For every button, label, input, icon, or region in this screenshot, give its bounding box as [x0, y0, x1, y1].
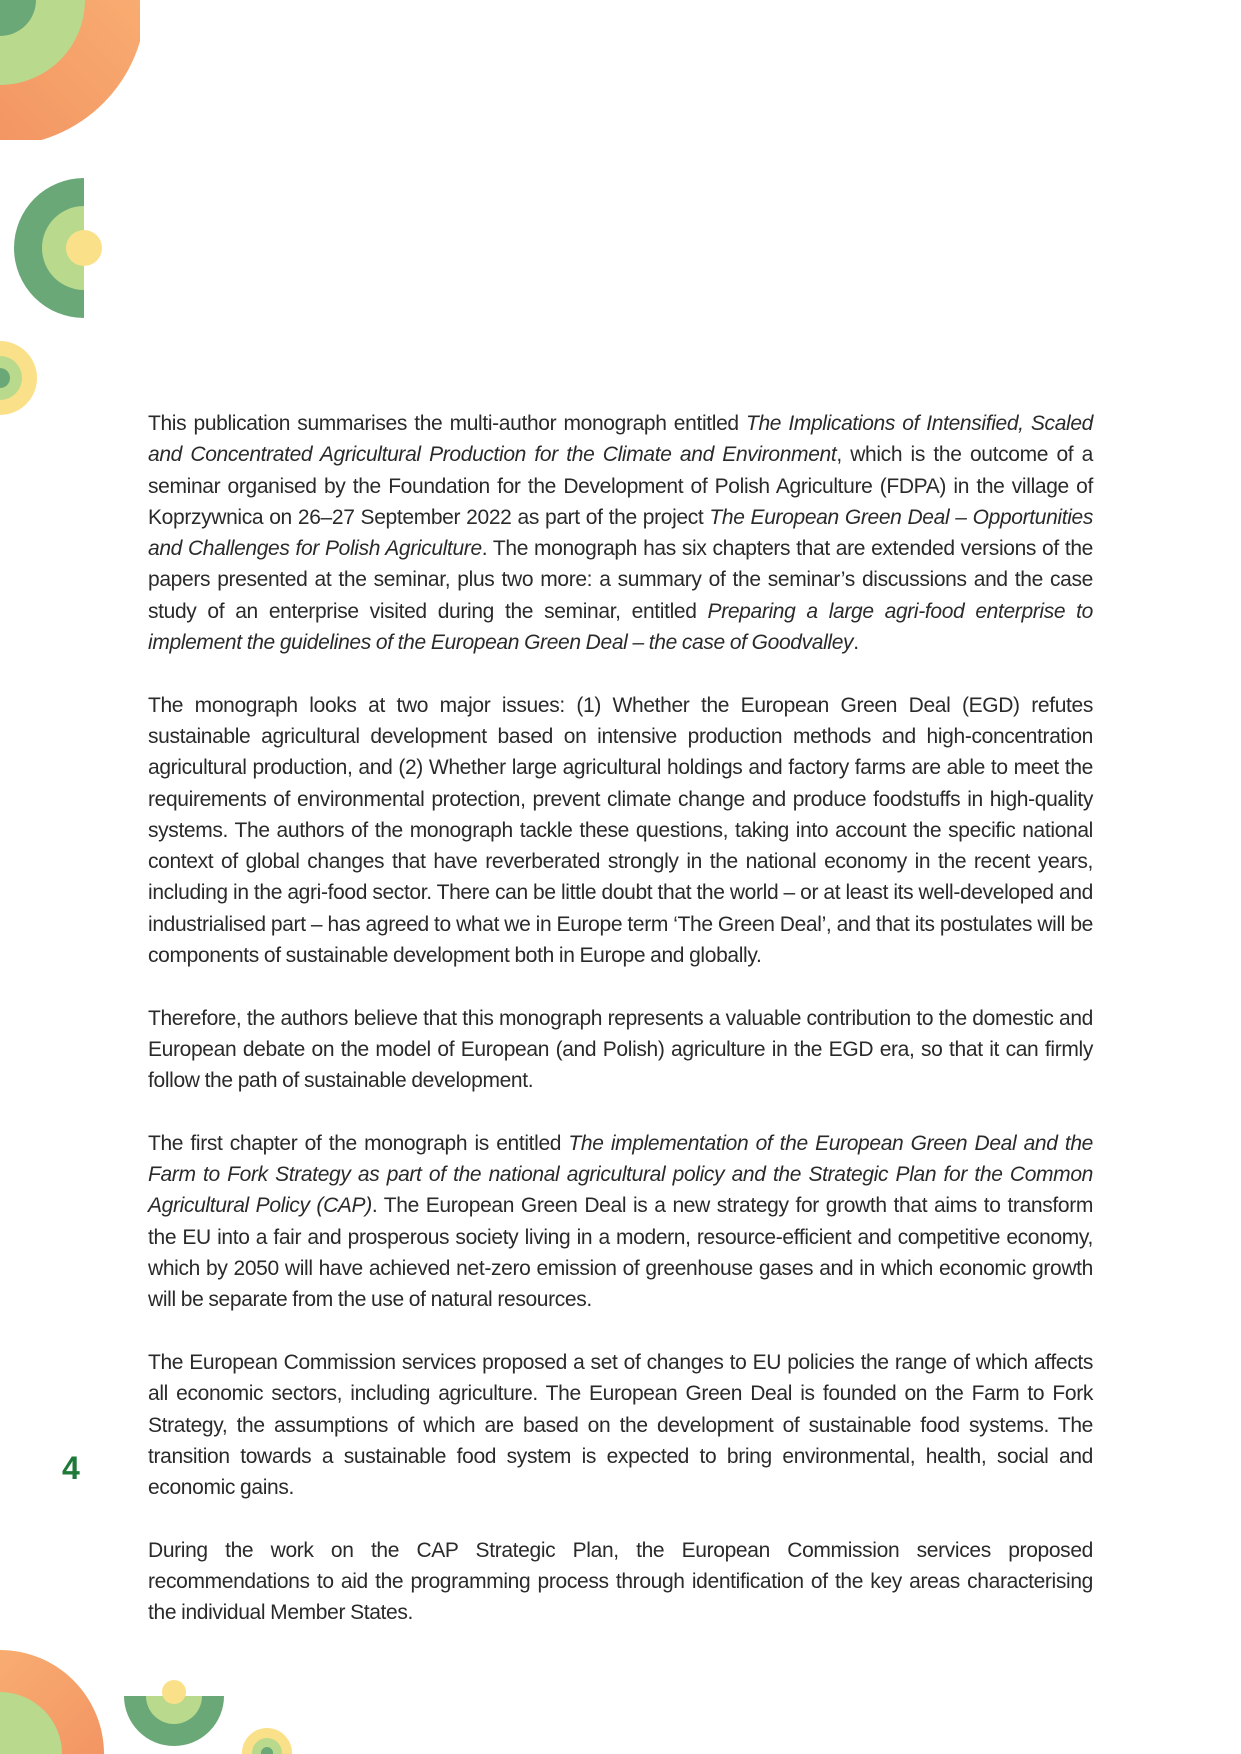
decorative-small-circle-left: [0, 340, 40, 420]
text-run: . The monograph has six chapters that are extended versions of the papers presented at the seminar, plus two more: a summary of the seminar’s discussions and the case study of an enterprise visited during the seminar, entitled: [148, 537, 1093, 623]
text-run: During the work on the CAP Strategic Plan, the European Commission services proposed recommendations to aid the programming process through identification of the key areas characterising the individual Member States.: [148, 1538, 1093, 1625]
italic-title-text: The Implications of Intensified, Scaled and Concentrated Agricultural Production for the Climate and Environment: [148, 412, 1093, 467]
italic-title-text: The European Green Deal – Opportunities and Challenges for Polish Agriculture: [148, 505, 1094, 561]
text-run: , which is the outcome of a seminar organised by the Foundation for the Development of Polish Agriculture (FDPA) in the village of Koprzywnica on 26–27 September 2022 as part of the project: [148, 443, 1093, 529]
text-run: The first chapter of the monograph is entitled: [148, 1131, 569, 1155]
text-run: The European Commission services proposed a set of changes to EU policies the range of which affects all economic sectors, including agriculture. The European Green Deal is founded on the Farm to Fork Strategy, the assumptions of which are based on the development of sustainable food systems. The transition towards a sustainable food system is expected to bring environmental, health, social and economic gains.: [148, 1350, 1093, 1500]
text-run: .: [853, 631, 859, 655]
decorative-half-circle-left: [14, 178, 104, 318]
page-number: 4: [62, 1450, 80, 1486]
paragraph: [148, 408, 1093, 658]
paragraph: [148, 690, 1093, 972]
decorative-circles-bottom-left: [0, 1650, 110, 1754]
paragraph: [148, 1128, 1093, 1316]
body-text: [148, 408, 1093, 1629]
text-run: . The European Green Deal is a new strategy for growth that aims to transform the EU into a fair and prosperous society living in a modern, resource-efficient and competitive economy, which by 2050 will have achieved net-zero emission of greenhouse gases and in which economic growth will be separate from the use of natural resources.: [148, 1194, 1093, 1312]
italic-title-text: Preparing a large agri-food enterprise to implement the guidelines of the European Green Deal – the case of Goodvalley: [148, 599, 1094, 655]
text-run: Therefore, the authors believe that this monograph represents a valuable contribution to the domestic and European debate on the model of European (and Polish) agriculture in the EGD era, so that it can firmly follow the path of sustainable development.: [148, 1006, 1093, 1093]
italic-title-text: The implementation of the European Green Deal and the Farm to Fork Strategy as part of the national agricultural policy and the Strategic Plan for the Common Agricultural Policy (CAP): [148, 1131, 1093, 1218]
decorative-small-circle-bottom: [240, 1726, 294, 1754]
decorative-bowl-bottom: [124, 1680, 224, 1754]
decorative-circles-top-left: [0, 0, 140, 140]
text-run: The monograph looks at two major issues: (1) Whether the European Green Deal (EGD) refutes sustainable agricultural development based on intensive production methods and high-concentration agricultural production, and (2) Whether large agricultural holdings and factory farms are able to meet the requirements of environmental protection, prevent climate change and produce foodstuffs in high-quality systems. The authors of the monograph tackle these questions, taking into account the specific national context of global changes that have reverberated strongly in the national economy in the recent years, including in the agri-food sector. There can be little doubt that the world – or at least its well-developed and industrialised part – has agreed to what we in Europe term ‘The Green Deal’, and that its postulates will be components of sustainable development both in Europe and globally.: [148, 693, 1093, 968]
paragraph: [148, 1535, 1093, 1629]
paragraph: [148, 1347, 1093, 1503]
paragraph: [148, 1003, 1093, 1097]
text-run: This publication summarises the multi-author monograph entitled: [148, 412, 746, 435]
